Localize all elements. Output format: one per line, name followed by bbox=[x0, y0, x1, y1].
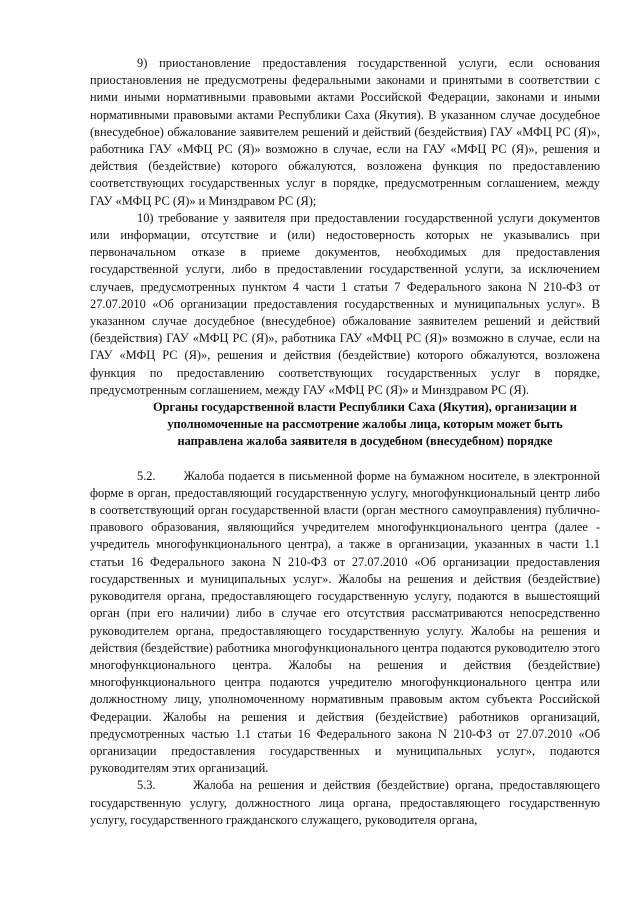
paragraph-9: 9) приостановление предоставления государственной услуги, если основания приостановления не предусмотрены федеральными законами и принятыми в соответствии с ними иными нормативными правовыми актами Российской Федерации, законами и иными нормативными правовыми актами Республики Саха (Якутия). В указанном случае досудебное (внесудебное) обжалование заявителем решений и действий (бездействия) ГАУ «МФЦ РС (Я)», работника ГАУ «МФЦ РС (Я)» возможно в случае, если на ГАУ «МФЦ РС (Я)», решения и действия (бездействие) которого обжалуются, возложена функция по предоставлению соответствующих государственных услуг в порядке, предусмотренным соглашением, между ГАУ «МФЦ РС (Я)» и Минздравом РС (Я); bbox=[90, 56, 600, 208]
paragraph-5-2 bbox=[90, 468, 600, 778]
paragraph-5-3 bbox=[90, 777, 600, 829]
paragraph-5-3-text: Жалоба на решения и действия (бездействие) органа, предоставляющего государственную услугу, должностного лица органа, предоставляющего государственную услугу, государственного гражданского служащего, руководителя органа, bbox=[90, 778, 600, 827]
paragraph-5-3-number: 5.3. bbox=[137, 778, 156, 793]
section-heading: Органы государственной власти Республики Саха (Якутия), организации и уполномоченные на рассмотрение жалобы лица, которым может быть направлена жалоба заявителя в досудебном (внесудебном) порядке bbox=[153, 400, 577, 449]
spacer bbox=[90, 451, 600, 468]
paragraph-5-2-text: Жалоба подается в письменной форме на бумажном носителе, в электронной форме в орган, предоставляющий государственную услугу, многофункциональный центр либо в соответствующий орган государственной власти (орган местного самоуправления) публично-правового образования, являющийся учредителем многофункционального центра (далее - учредитель многофункционального центра), а также в организации, указанных в части 1.1 статьи 16 Федерального закона N 210-ФЗ от 27.07.2010 «Об организации предоставления государственных и муниципальных услуг». Жалобы на решения и действия (бездействие) руководителя органа, предоставляющего государственную услугу, подаются в вышестоящий орган (при его наличии) либо в случае его отсутствия рассматриваются непосредственно руководителем органа, предоставляющего государственную услугу. Жалобы на решения и действия (бездействие) работника многофункционального центра подаются руководителю этого многофункционального центра. Жалобы на решения и действия (бездействие) многофункционального центра подаются учредителю многофункционального центра или должностному лицу, уполномоченному нормативным правовым актом субъекта Российской Федерации. Жалобы на решения и действия (бездействие) работников организаций, предусмотренных частью 1.1 статьи 16 Федерального закона N 210-ФЗ от 27.07.2010 «Об организации предоставления государственных и муниципальных услуг», подаются руководителям этих организаций. bbox=[90, 468, 600, 776]
paragraph-5-2-number: 5.2. bbox=[137, 468, 156, 483]
document-page bbox=[90, 55, 600, 829]
paragraph-10: 10) требование у заявителя при предоставлении государственной услуги документов или информации, отсутствие и (или) недостоверность которых не указывались при первоначальном отказе в приеме документов, необходимых для предоставления государственной услуги, либо в предоставлении государственной услуги, за исключением случаев, предусмотренных пунктом 4 части 1 статьи 7 Федерального закона N 210-ФЗ от 27.07.2010 «Об организации предоставления государственных и муниципальных услуг». В указанном случае досудебное (внесудебное) обжалование заявителем решений и действий (бездействия) ГАУ «МФЦ РС (Я)», работника ГАУ «МФЦ РС (Я)» возможно в случае, если на ГАУ «МФЦ РС (Я)», решения и действия (бездействие) которого обжалуются, возложена функция по предоставлению соответствующих государственных услуг в порядке, предусмотренным соглашением, между ГАУ «МФЦ РС (Я)» и Минздравом РС (Я). bbox=[90, 210, 600, 397]
